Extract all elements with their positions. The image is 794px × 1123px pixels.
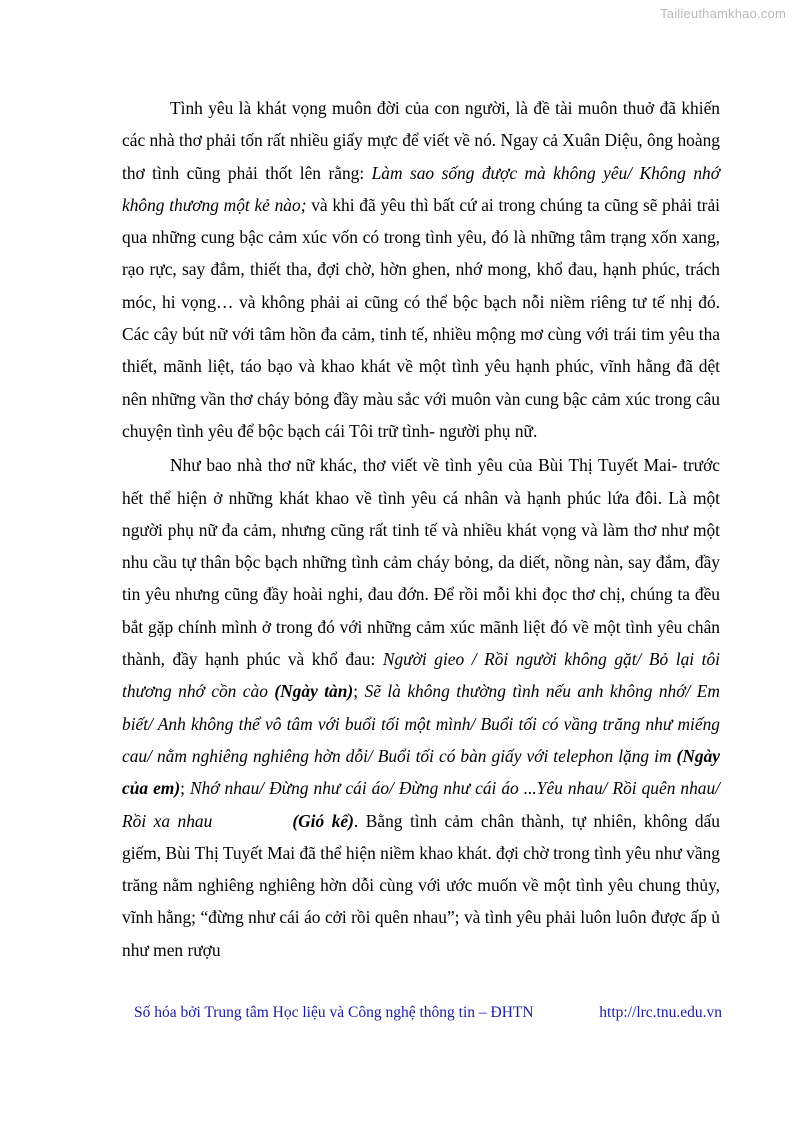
page-body (122, 92, 720, 966)
p2-quote-1: Người gieo / Rồi người không gặt/ Bỏ lại tôi thương nhớ cồn cào (122, 649, 720, 702)
footer (134, 1004, 722, 1022)
p1-text-1: Tình yêu là khát vọng muôn đời của con người, là đề tài muôn thuở đã khiến các nhà thơ phải tốn rất nhiều giấy mực để viết về nó. Ngay cả Xuân Diệu, ông hoàng thơ tình cũng phải thốt lên rằng: (122, 98, 720, 183)
p2-sep-2: ; (180, 778, 190, 799)
paragraph-1 (122, 92, 720, 447)
p2-text-1: Như bao nhà thơ nữ khác, thơ viết về tình yêu của Bùi Thị Tuyết Mai- trước hết thể hiện ở những khát khao về tình yêu cá nhân và hạnh phúc lứa đôi. Là một người phụ nữ đa cảm, nhưng cũng rất tinh tế và nhiều khát vọng và làm thơ như một nhu cầu tự thân bộc bạch những tình cảm cháy bỏng, da diết, nồng nàn, say đắm, đầy tin yêu nhưng cũng đầy hoài nghi, đau đớn. Để rồi mỗi khi đọc thơ chị, chúng ta đều bắt gặp chính mình ở trong đó với những cảm xúc mãnh liệt đó về một tình yêu chân thành, đầy hạnh phúc và khổ đau: (122, 455, 720, 670)
p1-text-2: và khi đã yêu thì bất cứ ai trong chúng ta cũng sẽ phải trải qua những cung bậc cảm xúc vốn có trong tình yêu, đó là những tâm trạng xốn xang, rạo rực, say đắm, thiết tha, đợi chờ, hờn ghen, nhớ mong, khổ đau, hạnh phúc, trách móc, hi vọng… và không phải ai cũng có thể bộc bạch nỗi niềm riêng tư tế nhị đó. Các cây bút nữ với tâm hồn đa cảm, tinh tế, nhiều mộng mơ cùng với trái tim yêu tha thiết, mãnh liệt, táo bạo và khao khát về một tình yêu hạnh phúc, vĩnh hằng đã dệt nên những vần thơ cháy bỏng đầy màu sắc với muôn vàn cung bậc cảm xúc trong câu chuyện tình yêu để bộc bạch cái Tôi trữ tình- người phụ nữ. (122, 194, 721, 441)
p2-sep-3: . (353, 810, 359, 831)
watermark: Tailieuthamkhao.com (660, 6, 786, 21)
paragraph-2 (122, 449, 720, 966)
p2-quote-2: Sẽ là không thường tình nếu anh không nhớ/ Em biết/ Anh không thể vô tâm với buổi tối một mình/ Buổi tối có vầng trăng như miếng cau/ nằm nghiêng nghiêng hờn dỗi/ Buổi tối có bàn giấy với telephon lặng im (122, 681, 720, 766)
p2-source-2: (Ngày của em) (122, 745, 720, 799)
p1-quote-xuan-dieu: Làm sao sống được mà không yêu/ Không nhớ không thương một kẻ nào; (122, 162, 720, 215)
p2-quote-3: Nhớ nhau/ Đừng như cái áo/ Đừng như cái áo ...Yêu nhau/ Rồi quên nhau/ Rồi xa nhau (122, 778, 720, 831)
p2-source-3: (Gió kể) (292, 810, 354, 831)
footer-credit: Số hóa bởi Trung tâm Học liệu và Công nghệ thông tin – ĐHTN (134, 1004, 534, 1021)
p2-source-1: (Ngày tàn) (274, 681, 354, 702)
footer-url[interactable]: http://lrc.tnu.edu.vn (599, 1004, 722, 1021)
p2-sep-1: ; (353, 681, 365, 702)
p2-text-2: Bằng tình cảm chân thành, tự nhiên, không dấu giếm, Bùi Thị Tuyết Mai đã thể hiện niềm khao khát. đợi chờ trong tình yêu như vầng trăng nằm nghiêng nghiêng hờn dỗi cùng với ước muốn về một tình yêu chung thủy, vĩnh hằng; “đừng như cái áo cởi rồi quên nhau”; và tình yêu phải luôn luôn được ấp ủ như men rượu (122, 810, 721, 960)
